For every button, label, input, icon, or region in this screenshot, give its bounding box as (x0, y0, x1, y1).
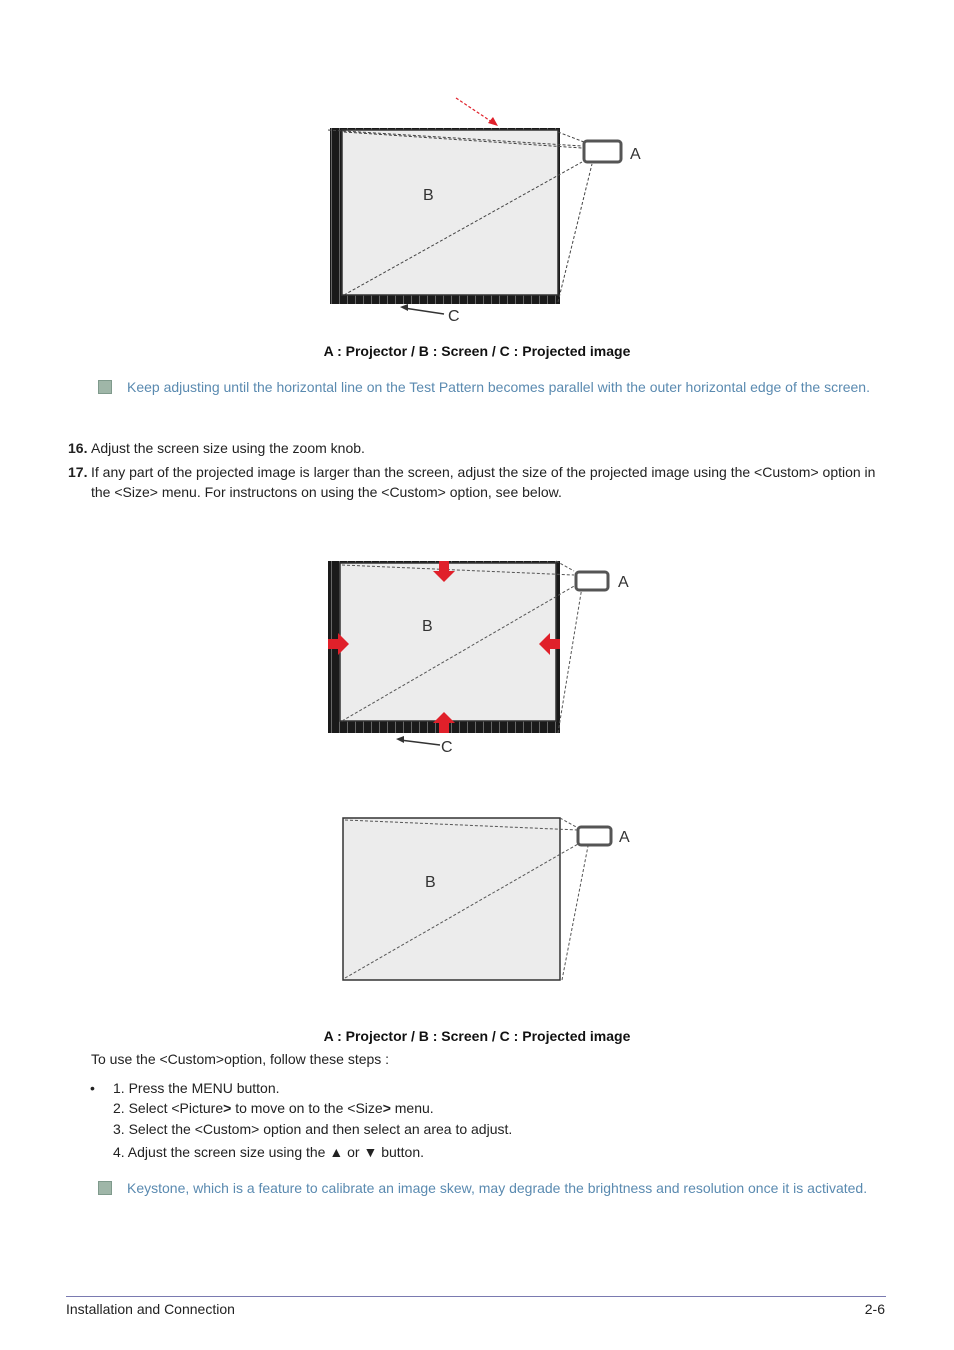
projector-icon (578, 827, 611, 845)
label-a: A (618, 574, 629, 591)
label-a: A (630, 146, 641, 163)
note-2-text: Keystone, which is a feature to calibrate an image skew, may degrade the brightness and resolution once it is activated. (127, 1180, 868, 1196)
custom-step-2-text: 2. Select <Picture (113, 1100, 224, 1116)
keystone-diagram-3 (320, 810, 660, 990)
label-a: A (619, 829, 630, 846)
footer-rule (66, 1296, 886, 1297)
figure-caption-1: A : Projector / B : Screen / C : Projected image (323, 343, 631, 359)
note-icon (98, 380, 112, 394)
label-b: B (423, 187, 434, 204)
custom-step-4-text: 4. Adjust the screen size using the (113, 1144, 330, 1160)
label-b: B (425, 874, 436, 891)
custom-step-4 (113, 1144, 424, 1160)
screen-area (340, 563, 556, 721)
down-arrow-icon: ▼ (363, 1144, 378, 1160)
up-arrow-icon: ▲ (329, 1144, 344, 1160)
screen-area (342, 130, 558, 295)
projector-icon (584, 141, 621, 162)
custom-step-3: 3. Select the <Custom> option and then select an area to adjust. (113, 1121, 513, 1137)
label-c: C (448, 308, 460, 325)
keystone-diagram-1 (320, 90, 660, 330)
keystone-diagram-2 (320, 555, 660, 760)
footer-section-title: Installation and Connection (66, 1301, 235, 1317)
screen-area (343, 818, 560, 980)
footer-page-number: 2-6 (864, 1301, 885, 1317)
custom-step-2 (113, 1100, 434, 1116)
step-text: Adjust the screen size using the zoom knob. (91, 440, 365, 456)
label-b: B (422, 618, 433, 635)
custom-step-4-end: button. (377, 1144, 425, 1160)
projector-icon (576, 572, 608, 590)
or-text: or (343, 1144, 364, 1160)
label-c: C (441, 739, 453, 756)
bullet: • (90, 1080, 95, 1096)
note-icon (98, 1181, 112, 1195)
custom-intro: To use the <Custom>option, follow these steps : (91, 1051, 390, 1067)
step-text: If any part of the projected image is larger than the screen, adjust the size of the projected image using the <Custom> option in the <Size> menu. For instructons on using the <Custom> option, see below. (91, 464, 876, 500)
custom-step-1: 1. Press the MENU button. (113, 1080, 280, 1096)
custom-step-2-end: menu. (390, 1100, 434, 1116)
note-1-text: Keep adjusting until the horizontal line on the Test Pattern becomes parallel with the outer horizontal edge of the screen. (127, 379, 870, 395)
custom-step-2-mid: to move on to the <Size (231, 1100, 383, 1116)
step-number: 17. (68, 464, 88, 480)
step-number: 16. (68, 440, 88, 456)
gt-symbol: > (223, 1100, 232, 1116)
figure-caption-2: A : Projector / B : Screen / C : Projected image (323, 1028, 631, 1044)
gt-symbol: > (382, 1100, 391, 1116)
